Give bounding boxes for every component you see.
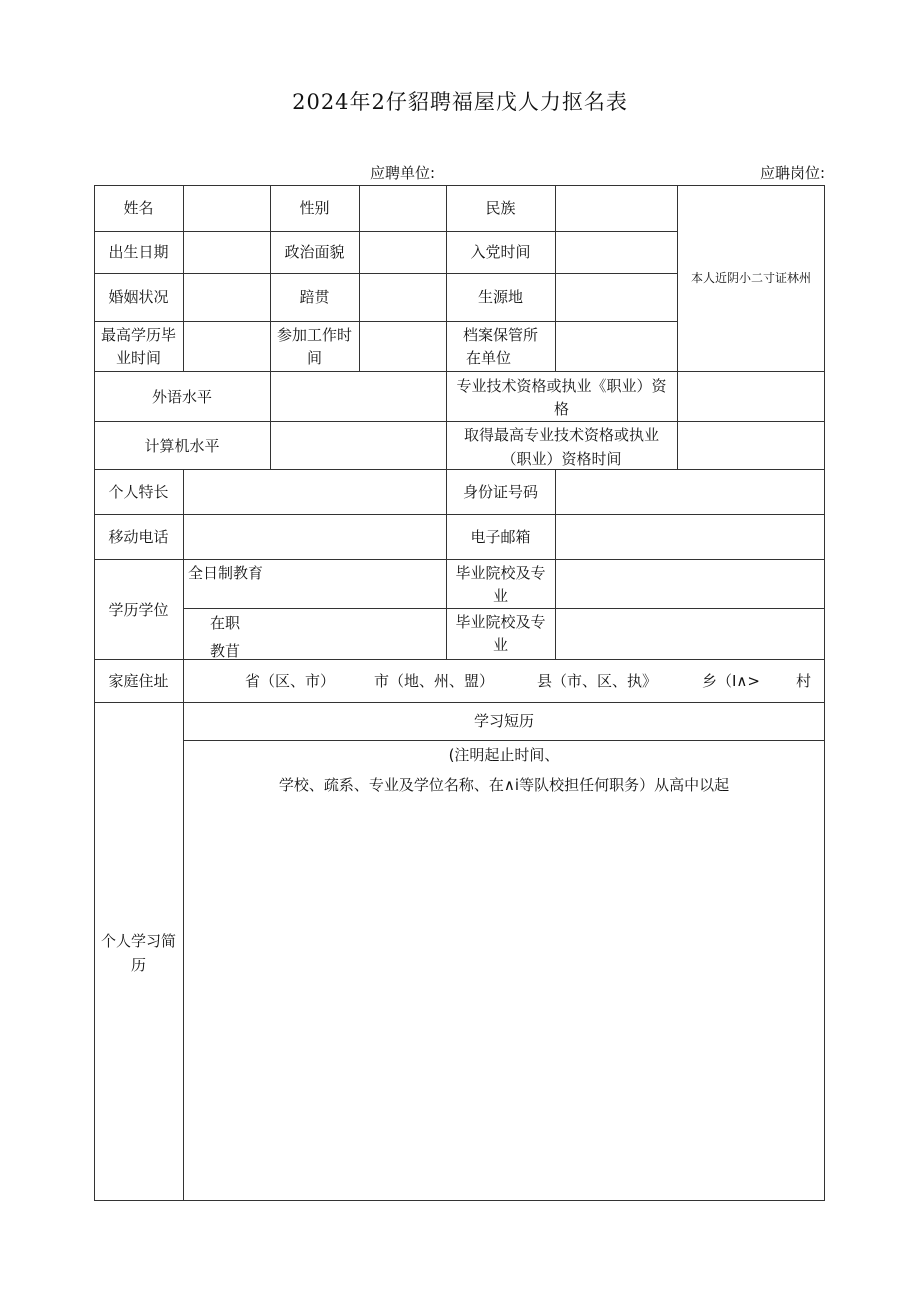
qualification-time-label-1: 取得最高专业技术资格或执业 [463, 426, 659, 444]
address-town: 乡（I∧> [702, 672, 760, 690]
resume-label-1: 个人学习简 [100, 932, 176, 950]
foreign-language-field[interactable] [271, 372, 446, 421]
school-major-label-1b: 业 [492, 587, 508, 605]
party-date-label: 入党时间 [470, 243, 531, 261]
grad-time-label-2: 业时间 [115, 349, 161, 367]
grad-time-field[interactable] [184, 322, 270, 371]
resume-note-1: (注明起止时间、 [448, 746, 560, 764]
school-major-label-1: 毕业院校及专 [455, 564, 546, 582]
inservice-school-field[interactable] [556, 609, 825, 659]
qualification-time-field[interactable] [678, 422, 825, 469]
school-major-label-2b: 业 [492, 636, 508, 654]
email-field[interactable] [556, 515, 825, 559]
inservice-education-label-1: 在职 [210, 614, 241, 632]
party-date-field[interactable] [556, 232, 677, 273]
archive-label-2: 在单位 [466, 349, 512, 367]
grad-time-label-1: 最高学历毕 [100, 326, 176, 344]
form-title: 2024年2仔貂聘福屋戊人力抠名表 [292, 90, 628, 114]
work-start-label-1: 参加工作时 [276, 326, 352, 344]
specialty-field[interactable] [184, 470, 446, 514]
gender-label: 性别 [299, 199, 330, 217]
applied-unit-label: 应聘单位: [370, 164, 436, 182]
applied-post-label: 应聃岗位: [760, 164, 826, 182]
address-county: 县（市、区、执》 [537, 672, 658, 690]
resume-header: 学习短历 [473, 712, 534, 730]
birth-date-field[interactable] [184, 232, 270, 273]
qualification-field[interactable] [678, 372, 825, 421]
computer-level-label: 计算机水平 [144, 437, 220, 455]
specialty-label: 个人特长 [108, 483, 169, 501]
political-status-field[interactable] [360, 232, 446, 273]
ethnicity-label: 民族 [485, 199, 516, 217]
degree-label: 学历学位 [108, 601, 169, 619]
resume-field[interactable] [184, 800, 825, 1200]
id-number-label: 身份证号码 [462, 483, 538, 501]
marital-status-label: 婚姻状况 [108, 288, 169, 306]
gender-field[interactable] [360, 186, 446, 231]
archive-label-1: 档案保管所 [462, 326, 538, 344]
work-start-field[interactable] [360, 322, 446, 371]
address-province: 省（区、市） [245, 672, 336, 690]
native-place-field[interactable] [360, 274, 446, 321]
fulltime-school-field[interactable] [556, 560, 825, 608]
birth-date-label: 出生日期 [108, 243, 169, 261]
fulltime-education-label: 全日制教育 [188, 564, 264, 582]
computer-level-field[interactable] [271, 422, 446, 469]
id-number-field[interactable] [556, 470, 825, 514]
native-place-label: 踣贯 [299, 288, 330, 306]
foreign-language-label: 外语水平 [151, 388, 212, 406]
resume-label-2: 历 [130, 956, 146, 974]
ethnicity-field[interactable] [556, 186, 677, 231]
address-label: 家庭住址 [108, 672, 169, 690]
name-field[interactable] [184, 186, 270, 231]
mobile-label: 移动电话 [108, 528, 169, 546]
address-city: 市（地、州、盟） [374, 672, 495, 690]
address-village: 村 [796, 672, 812, 690]
name-label: 姓名 [123, 199, 154, 217]
school-major-label-2: 毕业院校及专 [455, 613, 546, 631]
qualification-label-2: 格 [553, 400, 569, 418]
photo-placeholder[interactable]: 本人近阴小二寸证林州 [690, 271, 811, 285]
archive-field[interactable] [556, 322, 677, 371]
mobile-field[interactable] [184, 515, 446, 559]
origin-label: 生源地 [477, 288, 523, 306]
resume-note-2: 学校、疏系、专业及学位名称、在∧i等队校担任何职务）从高中以起 [278, 776, 730, 794]
marital-status-field[interactable] [184, 274, 270, 321]
origin-field[interactable] [556, 274, 677, 321]
qualification-time-label-2: （职业）资格时间 [501, 450, 622, 468]
political-status-label: 政治面貌 [284, 243, 345, 261]
work-start-label-2: 间 [306, 349, 322, 367]
qualification-label-1: 专业技术资格或执业《职业）资 [456, 377, 667, 395]
email-label: 电子邮箱 [470, 528, 531, 546]
inservice-education-label-2: 教苜 [210, 642, 241, 658]
